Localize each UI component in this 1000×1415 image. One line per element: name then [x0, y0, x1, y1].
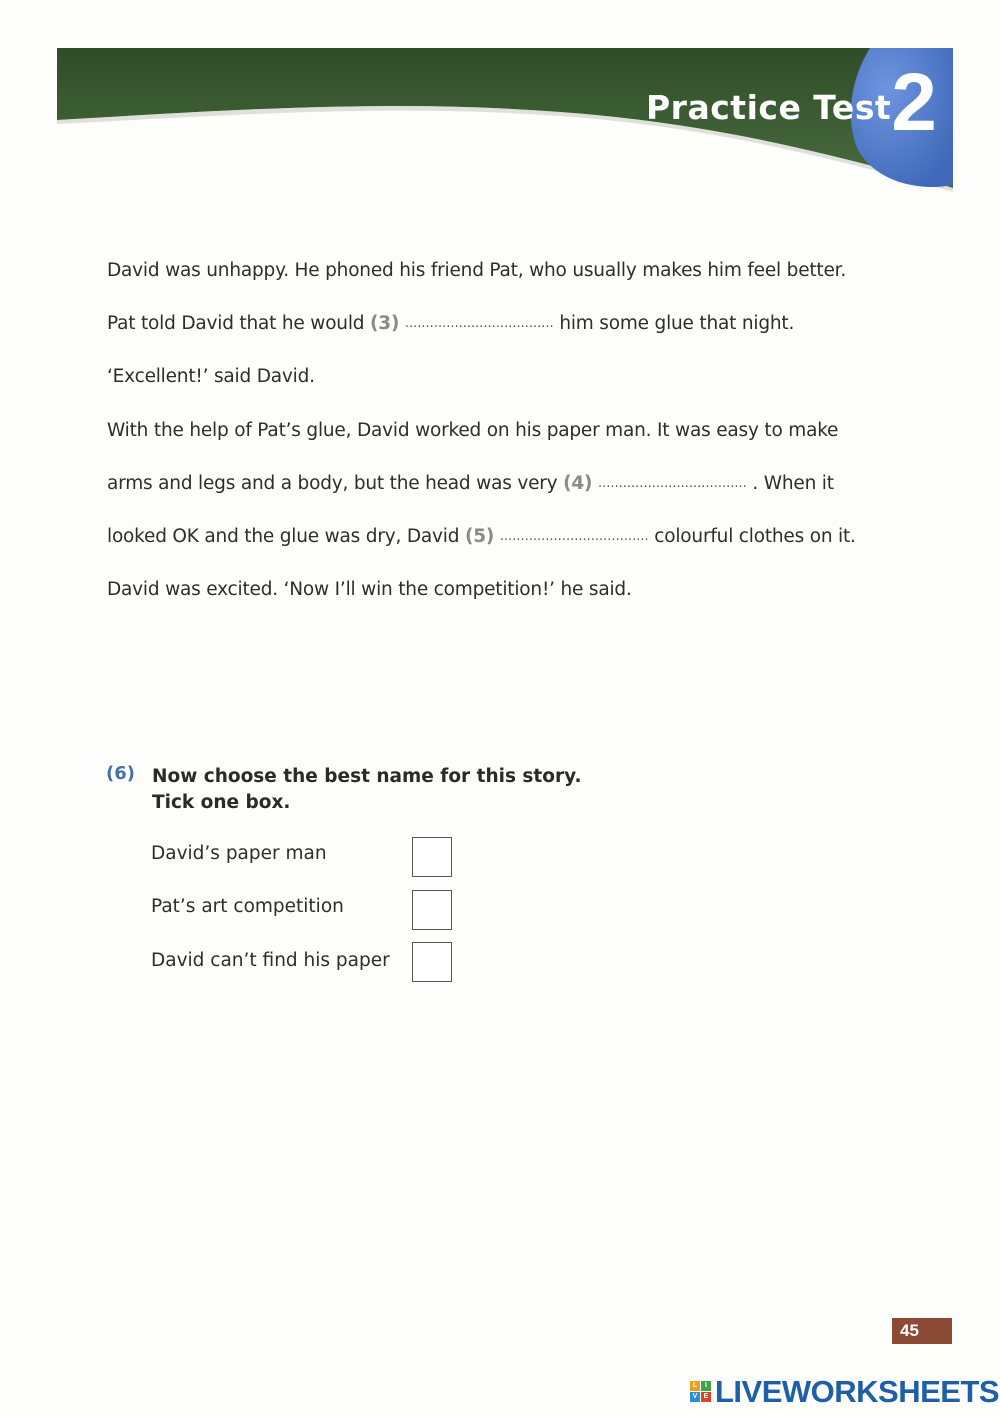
question-line: Now choose the best name for this story. [152, 766, 582, 787]
gap-number: (3) [370, 313, 400, 334]
tick-box[interactable] [412, 942, 452, 982]
gap-number: (4) [563, 473, 593, 494]
story-text: arms and legs and a body, but the head was very [107, 473, 564, 494]
story-line [107, 420, 838, 441]
story-line [107, 579, 632, 600]
tick-box[interactable] [412, 837, 452, 877]
story-text: looked OK and the glue was dry, David [107, 526, 465, 547]
story-text: . When it [746, 473, 834, 494]
option-label: David can’t find his paper [151, 950, 390, 971]
story-line [107, 313, 794, 334]
tick-box[interactable] [412, 890, 452, 930]
story-text: him some glue that night. [553, 313, 795, 334]
story-line [107, 473, 834, 494]
story-text: With the help of Pat’s glue, David worked on his paper man. It was easy to make [107, 420, 839, 441]
story-text: David was unhappy. He phoned his friend Pat, who usually makes him feel better. [107, 260, 847, 281]
story-text: Pat told David that he would [107, 313, 371, 334]
page-number: 45 [892, 1318, 952, 1344]
story-line [107, 366, 315, 387]
liveworksheets-brand: LIVEWORKSHEETS [715, 1374, 1000, 1409]
story-text: ‘Excellent!’ said David. [107, 366, 315, 387]
page-title: Practice Test [646, 88, 892, 127]
test-number: 2 [891, 57, 937, 148]
story-line [107, 526, 856, 547]
answer-blank[interactable]: .................................... [499, 529, 649, 544]
liveworksheets-icon: L I V E [690, 1381, 712, 1403]
answer-blank[interactable]: .................................... [597, 476, 747, 491]
question-number: (6) [106, 763, 135, 784]
story-text: colourful clothes on it. [648, 526, 856, 547]
question-prompt [152, 764, 582, 816]
option-label: David’s paper man [151, 843, 327, 864]
story-line [107, 260, 846, 281]
option-label: Pat’s art competition [151, 896, 344, 917]
answer-blank[interactable]: .................................... [404, 316, 554, 331]
question-line: Tick one box. [152, 792, 291, 813]
story-text: David was excited. ‘Now I’ll win the competition!’ he said. [107, 579, 632, 600]
liveworksheets-logo [690, 1375, 999, 1409]
gap-number: (5) [464, 526, 495, 547]
